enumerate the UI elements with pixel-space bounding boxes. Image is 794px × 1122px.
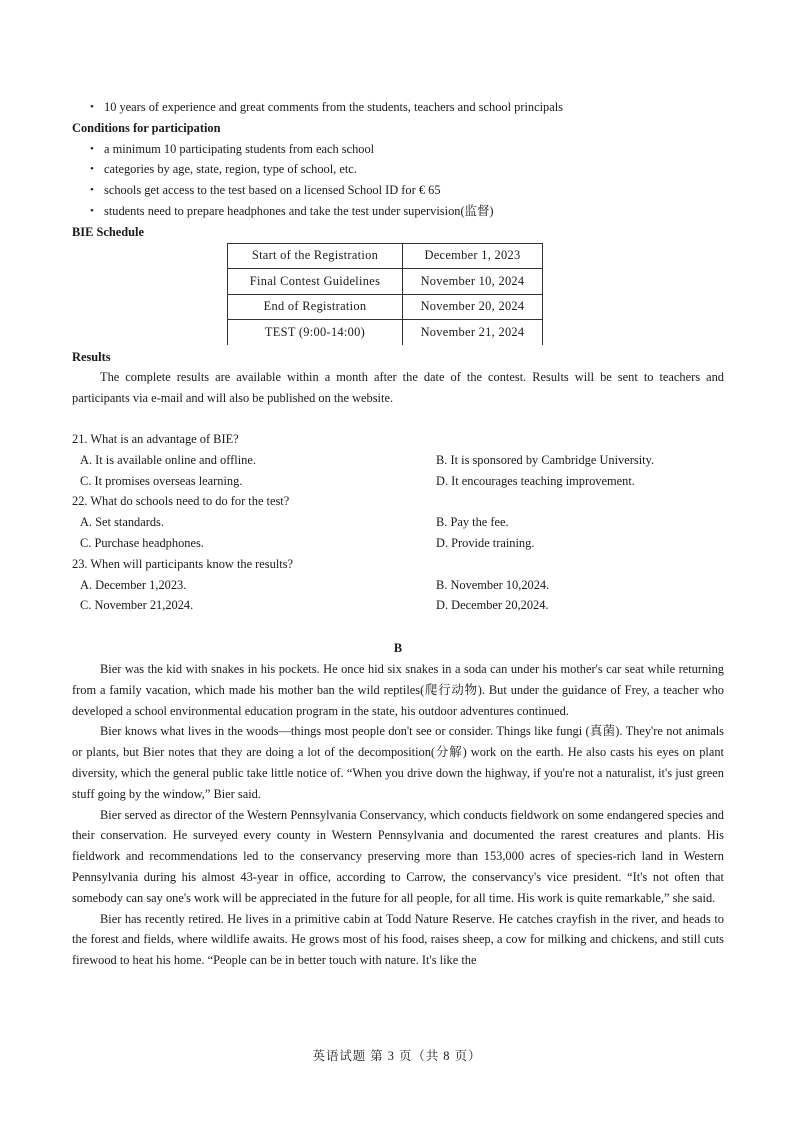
exam-page	[72, 97, 724, 971]
option-d[interactable]: D. Provide training.	[436, 535, 535, 550]
table-row	[228, 269, 543, 295]
option-d[interactable]: D. December 20,2024.	[436, 598, 549, 613]
schedule-event: TEST (9:00-14:00)	[228, 320, 403, 345]
section-b-title: B	[393, 641, 403, 656]
options-row	[72, 533, 724, 554]
conditions-list	[72, 139, 724, 222]
options-row	[72, 450, 724, 471]
condition-item: • students need to prepare headphones and take the test under supervision(监督)	[104, 201, 724, 222]
option-a[interactable]: A. December 1,2023.	[80, 577, 187, 592]
question-23: 23. When will participants know the results?	[72, 556, 294, 571]
schedule-date: December 1, 2023	[403, 243, 543, 269]
conditions-heading: Conditions for participation	[72, 120, 221, 135]
results-text: The complete results are available within a month after the date of the contest. Results will be sent to teachers and participants via e-mail and will also be published on the website.	[72, 370, 724, 406]
schedule-event: End of Registration	[228, 294, 403, 320]
schedule-heading: BIE Schedule	[72, 224, 144, 239]
table-row	[228, 320, 543, 345]
bie-features-list	[72, 97, 724, 118]
passage-paragraph: Bier was the kid with snakes in his pockets. He once hid six snakes in a soda can under his mother's car seat while returning from a family vacation, which made his mother ban the wild reptiles(爬行动物). But under the guidance of Frey, a teacher who developed a school environmental education program in the state, his outdoor adventures continued.	[72, 661, 724, 718]
option-d[interactable]: D. It encourages teaching improvement.	[436, 473, 635, 488]
passage-paragraph: Bier knows what lives in the woods—things most people don't see or consider. Things like fungi (真菌). They're not animals or plants, but Bier notes that they are doing a lot of the decomposition(分解) work on the earth. He also casts his eyes on plant diversity, which the general public take little notice of. “When you drive down the highway, if you're not a naturalist, it's just green stuff going by the window,” Bier said.	[72, 724, 724, 801]
option-a[interactable]: A. It is available online and offline.	[80, 452, 256, 467]
passage-paragraph: Bier served as director of the Western Pennsylvania Conservancy, which conducts fieldwork on some endangered species and their conservation. He surveyed every county in Western Pennsylvania and documented the rarest creatures and plants. His fieldwork and recommendations led to the conservancy preserving more than 153,000 acres of species-rich land in Western Pennsylvania during his almost 43-year in office, according to Carrow, the conservancy's vice president. “It's not often that somebody can say one's work will be appreciated in the future for all people, for all time. His work is quite remarkable,” she said.	[72, 807, 724, 905]
option-b[interactable]: B. Pay the fee.	[436, 515, 509, 530]
table-row	[228, 294, 543, 320]
options-row	[72, 512, 724, 533]
schedule-event: Start of the Registration	[228, 243, 403, 269]
results-heading: Results	[72, 349, 111, 364]
question-21: 21. What is an advantage of BIE?	[72, 431, 239, 446]
option-c[interactable]: C. November 21,2024.	[80, 598, 194, 613]
feature-item: • 10 years of experience and great comments from the students, teachers and school principals	[104, 97, 724, 118]
page-footer: 英语试题 第 3 页（共 8 页）	[312, 1049, 482, 1063]
schedule-date: November 10, 2024	[403, 269, 543, 295]
schedule-date: November 20, 2024	[403, 294, 543, 320]
options-row	[72, 595, 724, 616]
table-row	[228, 243, 543, 269]
option-c[interactable]: C. Purchase headphones.	[80, 535, 204, 550]
option-c[interactable]: C. It promises overseas learning.	[80, 473, 243, 488]
option-b[interactable]: B. It is sponsored by Cambridge University.	[436, 452, 655, 467]
condition-item: • a minimum 10 participating students from each school	[104, 139, 724, 160]
schedule-date: November 21, 2024	[403, 320, 543, 345]
option-a[interactable]: A. Set standards.	[80, 515, 164, 530]
question-22: 22. What do schools need to do for the test?	[72, 494, 290, 509]
schedule-table	[227, 243, 543, 345]
option-b[interactable]: B. November 10,2024.	[436, 577, 550, 592]
condition-item: • categories by age, state, region, type of school, etc.	[104, 159, 724, 180]
options-row	[72, 575, 724, 596]
passage-paragraph: Bier has recently retired. He lives in a primitive cabin at Todd Nature Reserve. He catches crayfish in the river, and heads to the forest and fields, where wildlife awaits. He grows most of his food, raises sheep, a cow for milking and chickens, and still cuts firewood to heat his home. “People can be in better touch with nature. It's like the	[72, 911, 724, 968]
condition-item: • schools get access to the test based on a licensed School ID for € 65	[104, 180, 724, 201]
schedule-event: Final Contest Guidelines	[228, 269, 403, 295]
options-row	[72, 471, 724, 492]
